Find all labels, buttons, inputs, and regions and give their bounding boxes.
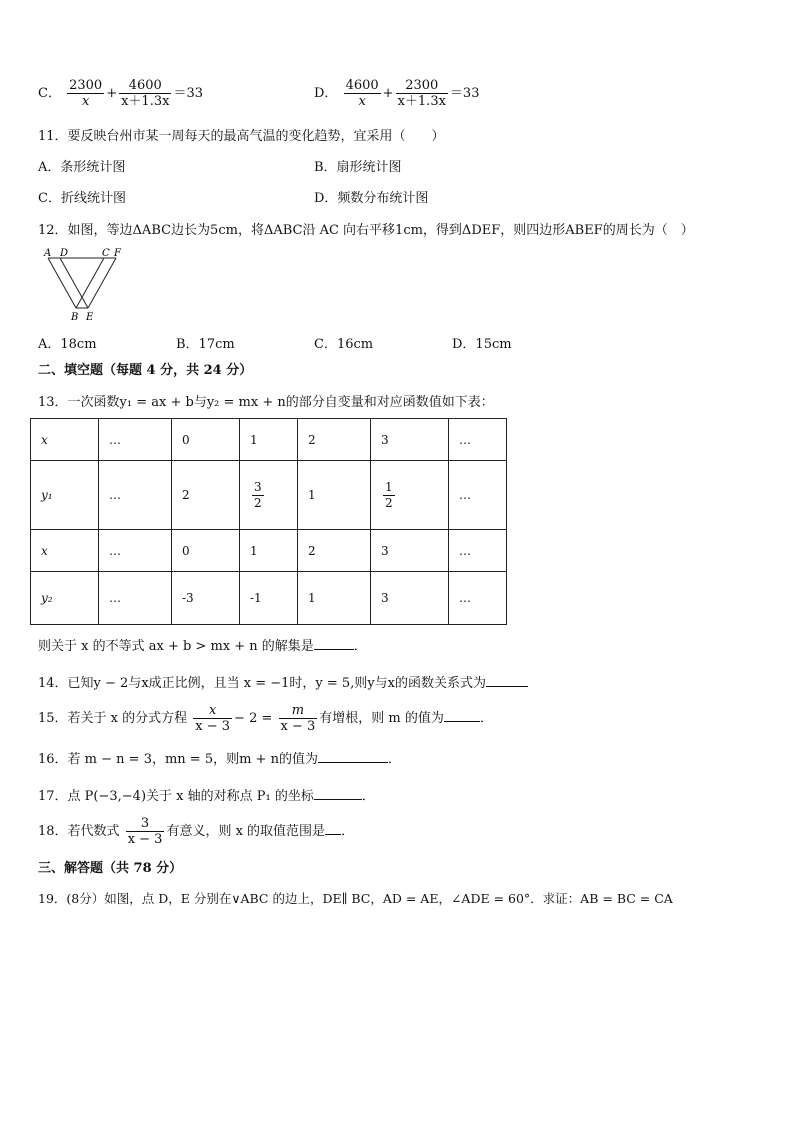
label-e: E	[86, 312, 94, 323]
line-ef	[88, 258, 116, 308]
answer-blank[interactable]	[325, 822, 341, 835]
values-table	[30, 418, 507, 625]
q11-option-d: D．频数分布统计图	[314, 191, 429, 206]
table-cell: 1	[298, 572, 371, 625]
answer-blank[interactable]	[314, 637, 354, 650]
fraction: $\frac{x}{x - 3}$	[195, 703, 231, 734]
q12-stem: 12．如图，等边ΔABC边长为5cm，将ΔABC沿 AC 向右平移1cm，得到ΔDEF，则四边形ABEF的周长为（ ）	[38, 223, 694, 238]
label-b: B	[71, 312, 79, 323]
table-cell: -1	[240, 572, 298, 625]
q11-option-c: C．折线统计图	[38, 191, 126, 206]
table-cell: y₂	[31, 572, 99, 625]
table-cell: 3	[371, 530, 449, 572]
fraction: $\frac{2300}{x+1.3x}$	[397, 78, 446, 109]
label-a: A	[44, 248, 52, 259]
table-cell: 1	[298, 461, 371, 530]
section-heading-solutions: 三、解答题（共 78 分）	[38, 861, 183, 876]
table-cell: -3	[172, 572, 240, 625]
answer-blank[interactable]	[314, 787, 362, 800]
fraction: $\frac{3}{x - 3}$	[127, 816, 163, 847]
q17: 17．点 P(−3,−4)关于 x 轴的对称点 P₁ 的坐标 ．	[38, 789, 375, 804]
table-cell: …	[99, 530, 172, 572]
table-cell: 0	[172, 530, 240, 572]
q11-option-b: B．扇形统计图	[314, 160, 402, 175]
section-heading-fill-in: 二、填空题（每题 4 分，共 24 分）	[38, 363, 253, 378]
q10-option-d: D． $\frac{4600}{x}$ + $\frac{2300}{x+1.3x}$ ＝33	[314, 78, 480, 109]
table-row	[31, 530, 507, 572]
table-row	[31, 572, 507, 625]
table-cell: 0	[172, 419, 240, 461]
table-cell: …	[449, 572, 507, 625]
q12-option-c: C．16cm	[314, 337, 374, 352]
table-row	[31, 419, 507, 461]
table-cell: 2	[298, 419, 371, 461]
table-cell	[240, 461, 298, 530]
q15: 15．若关于 x 的分式方程 $\frac{x}{x - 3}$ − 2 = $\frac{m}{x - 3}$ 有增根，则 m 的值为 ．	[38, 703, 493, 734]
option-label: D．	[314, 86, 338, 101]
table-cell: 1	[240, 419, 298, 461]
q13-stem: 13．一次函数y₁ = ax + b与y₂ = mx + n的部分自变量和对应函数值如下表：	[38, 395, 494, 410]
fraction: $\frac{2300}{x}$	[69, 78, 103, 109]
table-cell: x	[31, 419, 99, 461]
label-d: D	[60, 248, 69, 259]
table-cell: …	[99, 461, 172, 530]
q10-option-c: C． $\frac{2300}{x}$ + $\frac{4600}{x+1.3x}$ ＝33	[38, 78, 203, 109]
table-cell: …	[449, 419, 507, 461]
table-cell: 1	[240, 530, 298, 572]
q13-tail: 则关于 x 的不等式 ax + b > mx + n 的解集是 ．	[38, 639, 367, 654]
answer-blank[interactable]	[444, 709, 480, 722]
fraction: $\frac{4600}{x}$	[345, 78, 379, 109]
fraction: $\frac{1}{2}$	[385, 479, 393, 510]
fraction: $\frac{3}{2}$	[254, 479, 262, 510]
fraction: $\frac{m}{x - 3}$	[280, 703, 316, 734]
table-cell	[371, 461, 449, 530]
label-f: F	[114, 248, 121, 259]
table-row	[31, 461, 507, 530]
label-c: C	[102, 248, 110, 259]
q11-stem: 11．要反映台州市某一周每天的最高气温的变化趋势，宜采用（ ）	[38, 129, 445, 144]
line-ab	[48, 258, 76, 308]
q12-option-a: A．18cm	[38, 337, 97, 352]
table-cell: 2	[298, 530, 371, 572]
table-cell: …	[99, 419, 172, 461]
table-cell: y₁	[31, 461, 99, 530]
q12-option-d: D．15cm	[452, 337, 512, 352]
q18: 18．若代数式 $\frac{3}{x - 3}$ 有意义，则 x 的取值范围是 ．	[38, 816, 355, 847]
table-cell: 3	[371, 572, 449, 625]
table-cell: 3	[371, 419, 449, 461]
triangle-figure	[40, 246, 132, 324]
answer-blank[interactable]	[318, 750, 388, 763]
q14: 14．已知y − 2与x成正比例，且当 x = −1时，y = 5,则y与x的函数关系式为	[38, 672, 528, 691]
line-bc	[76, 258, 104, 308]
option-label: C．	[38, 86, 61, 101]
table-cell: 2	[172, 461, 240, 530]
fraction: $\frac{4600}{x+1.3x}$	[121, 78, 170, 109]
q16: 16．若 m − n = 3，mn = 5，则m + n的值为 ．	[38, 752, 401, 767]
table-cell: x	[31, 530, 99, 572]
q12-option-b: B．17cm	[176, 337, 235, 352]
table-cell: …	[99, 572, 172, 625]
q11-option-a: A．条形统计图	[38, 160, 126, 175]
line-de	[60, 258, 88, 308]
q19: 19．(8分）如图，点 D，E 分别在∨ABC 的边上，DE∥ BC，AD = AE，∠ADE = 60°．求证：AB = BC = CA	[38, 891, 673, 906]
table-cell: …	[449, 530, 507, 572]
answer-blank[interactable]	[486, 674, 528, 687]
table-cell: …	[449, 461, 507, 530]
